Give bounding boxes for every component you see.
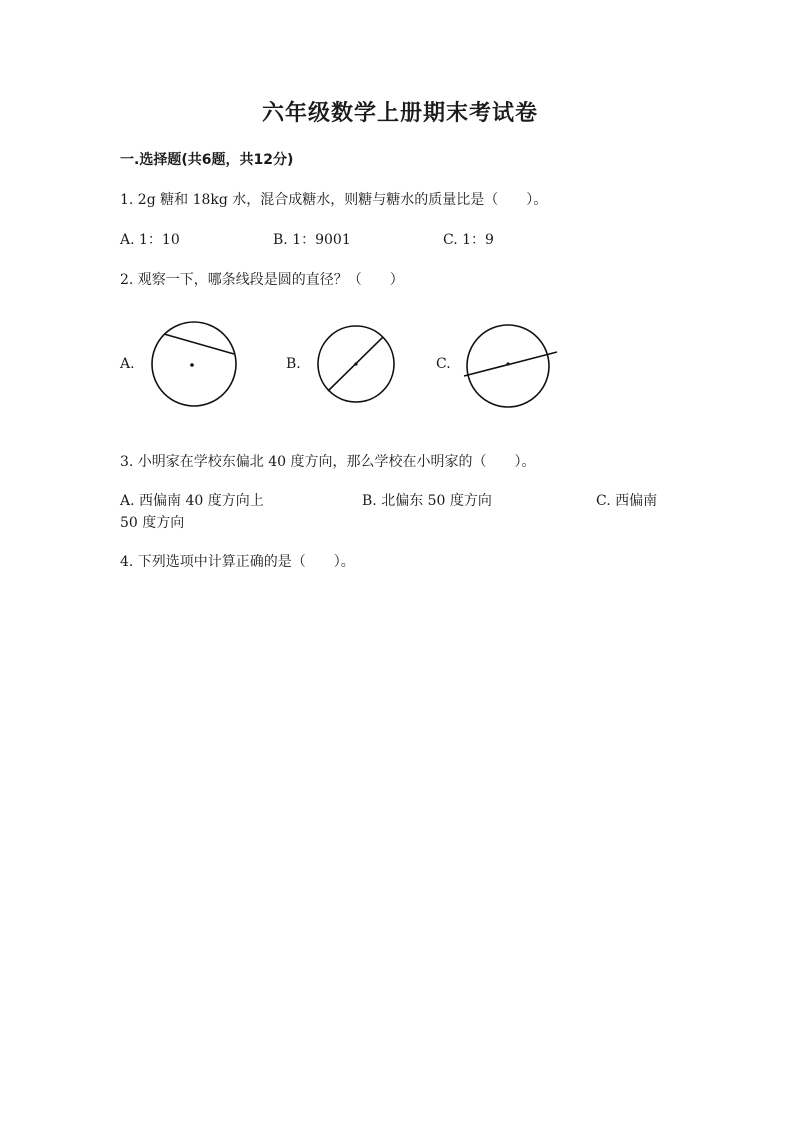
question-3-option-b: B. 北偏东 50 度方向 — [362, 493, 492, 509]
question-3-text: 3. 小明家在学校东偏北 40 度方向，那么学校在小明家的（ ）。 — [120, 454, 536, 470]
question-1-option-a: A. 1：10 — [120, 232, 180, 248]
question-3-option-a: A. 西偏南 40 度方向上 — [120, 493, 264, 509]
circle-a-diagram — [152, 322, 236, 406]
question-4-text: 4. 下列选项中计算正确的是（ ）。 — [120, 554, 355, 570]
figure-label-a: A. — [120, 356, 135, 372]
figure-label-c: C. — [436, 356, 451, 372]
circle-b-diagram — [318, 326, 394, 402]
question-1-option-b: B. 1：9001 — [273, 232, 351, 248]
question-3-option-c: C. 西偏南 — [596, 493, 658, 509]
question-3-option-c-continued: 50 度方向 — [120, 515, 185, 531]
question-1-option-c: C. 1：9 — [443, 232, 494, 248]
circle-c-diagram — [464, 325, 557, 407]
circle-diagrams — [110, 316, 570, 416]
question-1-text: 1. 2g 糖和 18kg 水，混合成糖水，则糖与糖水的质量比是（ ）。 — [120, 192, 548, 208]
question-2-text: 2. 观察一下，哪条线段是圆的直径？（ ） — [120, 272, 404, 288]
exam-title: 六年级数学上册期末考试卷 — [261, 101, 538, 126]
figure-label-b: B. — [286, 356, 301, 372]
section-heading: 一.选择题(共6题，共12分) — [120, 152, 294, 168]
question-2-figure — [110, 316, 570, 416]
